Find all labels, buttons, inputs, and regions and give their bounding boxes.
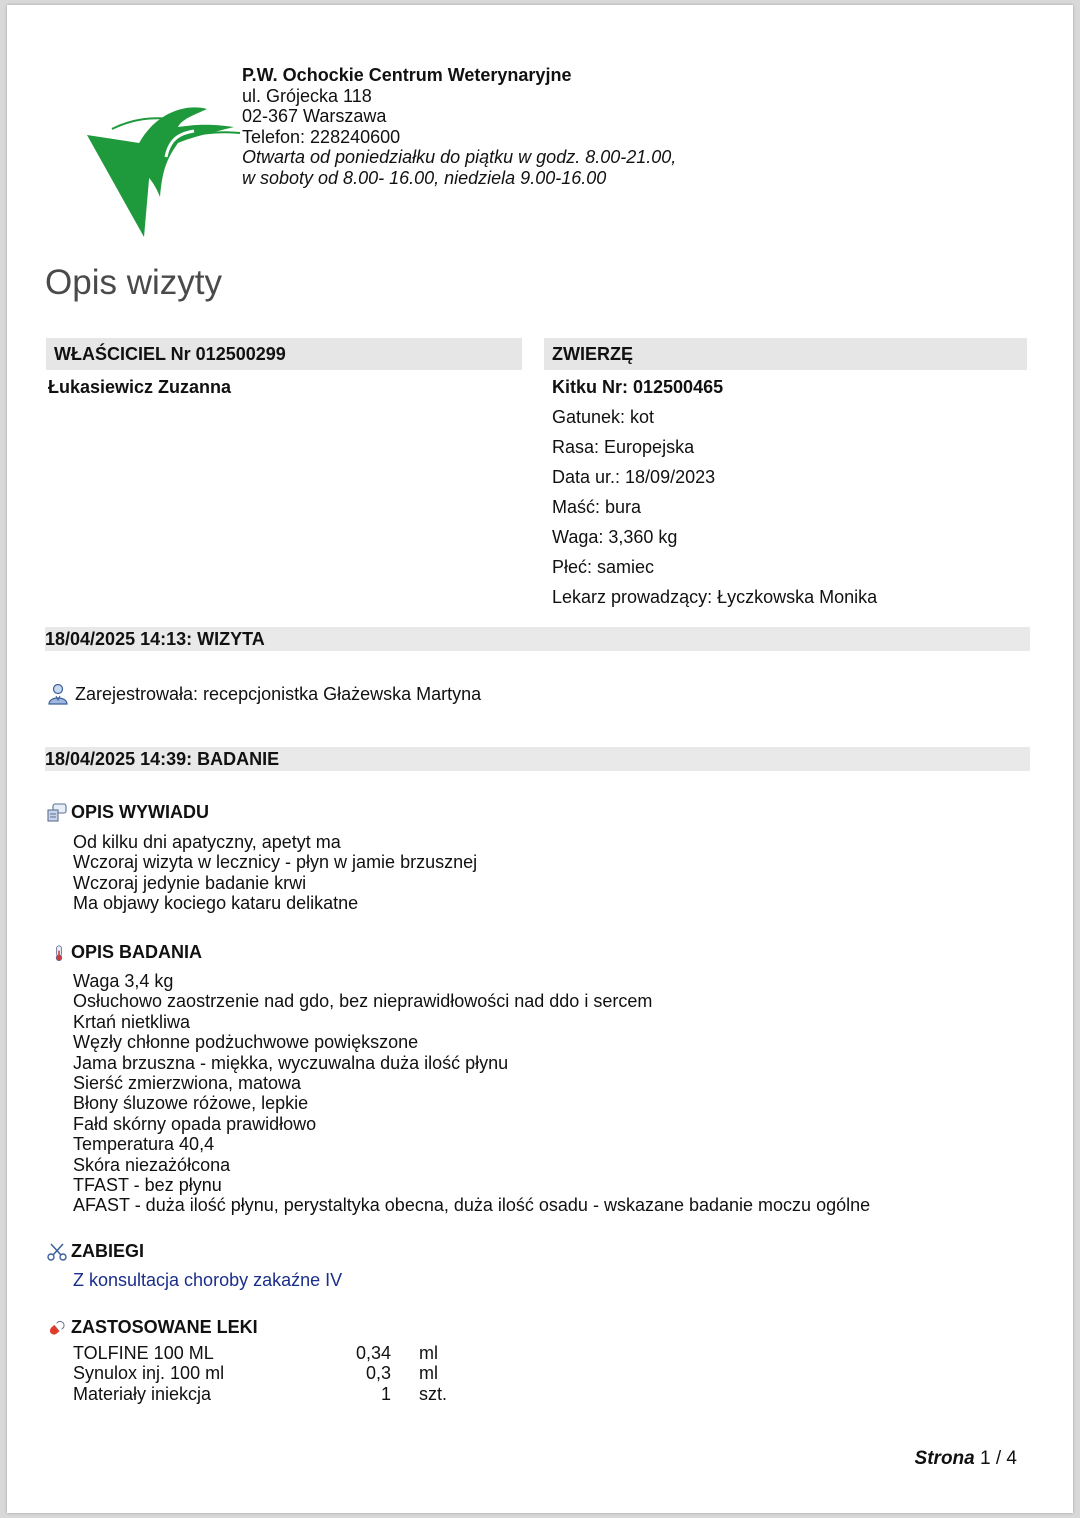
exam-line: Jama brzuszna - miękka, wyczuwalna duża ilość płynu bbox=[73, 1052, 509, 1073]
med-qty: 0,34 bbox=[355, 1343, 391, 1363]
thermometer-icon bbox=[51, 943, 67, 963]
note-icon bbox=[47, 803, 67, 823]
registration-line bbox=[47, 683, 481, 705]
med-qty: 0,3 bbox=[365, 1363, 391, 1384]
user-icon bbox=[47, 683, 69, 705]
page-label: Strona bbox=[914, 1448, 975, 1469]
exam-line: Fałd skórny opada prawidłowo bbox=[73, 1113, 317, 1134]
pill-icon bbox=[47, 1318, 67, 1338]
animal-sex: Płeć: samiec bbox=[552, 557, 655, 577]
owner-name: Łukasiewicz Zuzanna bbox=[48, 377, 232, 397]
clinic-hours-weekdays: Otwarta od poniedziałku do piątku w godz. 8.00-21.00, bbox=[242, 147, 677, 167]
exam-title: OPIS BADANIA bbox=[71, 942, 203, 962]
interview-line: Ma objawy kociego kataru delikatne bbox=[73, 893, 359, 914]
interview-line: Od kilku dni apatyczny, apetyt ma bbox=[73, 832, 341, 852]
clinic-phone: Telefon: 228240600 bbox=[242, 126, 401, 147]
page-total: / 4 bbox=[995, 1448, 1017, 1469]
registration-text: Zarejestrowała: recepcjonistka Głażewska Martyna bbox=[75, 683, 482, 704]
clinic-info bbox=[242, 65, 676, 188]
exam-lines bbox=[73, 971, 870, 1216]
exam-line: Osłuchowo zaostrzenie nad gdo, bez nieprawidłowości nad ddo i sercem bbox=[73, 991, 653, 1012]
clinic-logo bbox=[82, 97, 242, 237]
owner-header: WŁAŚCICIEL Nr 012500299 bbox=[46, 338, 522, 370]
clinic-city: 02-367 Warszawa bbox=[242, 106, 387, 126]
animal-details bbox=[552, 372, 877, 612]
clinic-street: ul. Grójecka 118 bbox=[242, 85, 372, 106]
animal-species: Gatunek: kot bbox=[552, 407, 655, 427]
page-number bbox=[915, 1448, 1017, 1470]
interview-title: OPIS WYWIADU bbox=[71, 802, 209, 822]
meds-table bbox=[73, 1343, 447, 1404]
med-unit: szt. bbox=[419, 1383, 448, 1404]
interview-line: Wczoraj jedynie badanie krwi bbox=[73, 872, 307, 893]
exam-title-row bbox=[51, 942, 202, 963]
procedures-title-row bbox=[47, 1241, 144, 1262]
page-title: Opis wizyty bbox=[45, 263, 222, 302]
med-unit: ml bbox=[419, 1363, 438, 1384]
exam-header: 18/04/2025 14:39: BADANIE bbox=[45, 747, 1030, 771]
animal-vet: Lekarz prowadzący: Łyczkowska Monika bbox=[552, 587, 878, 607]
interview-lines bbox=[73, 832, 477, 914]
interview-title-row bbox=[47, 802, 209, 823]
exam-line: Waga 3,4 kg bbox=[73, 971, 174, 991]
animal-birth-date: Data ur.: 18/09/2023 bbox=[552, 467, 716, 487]
table-row bbox=[73, 1384, 447, 1404]
animal-breed: Rasa: Europejska bbox=[552, 437, 695, 457]
med-name: Synulox inj. 100 ml bbox=[73, 1363, 225, 1384]
exam-line: Skóra niezażółcona bbox=[73, 1154, 231, 1175]
exam-line: Węzły chłonne podżuchwowe powiększone bbox=[73, 1032, 419, 1053]
visit-header: 18/04/2025 14:13: WIZYTA bbox=[45, 627, 1030, 651]
procedure-item: Z konsultacja choroby zakaźne IV bbox=[73, 1270, 343, 1290]
animal-header: ZWIERZĘ bbox=[544, 338, 1027, 370]
animal-name: Kitku Nr: 012500465 bbox=[552, 377, 724, 397]
exam-line: AFAST - duża ilość płynu, perystaltyka obecna, duża ilość osadu - wskazane badanie moczu ogólne bbox=[73, 1195, 871, 1216]
med-name: Materiały iniekcja bbox=[73, 1383, 212, 1404]
clinic-hours-weekend: w soboty od 8.00- 16.00, niedziela 9.00-16.00 bbox=[242, 167, 607, 188]
meds-title-row bbox=[47, 1317, 258, 1338]
med-unit: ml bbox=[419, 1343, 438, 1363]
exam-line: Temperatura 40,4 bbox=[73, 1134, 215, 1155]
table-row bbox=[73, 1363, 447, 1383]
exam-line: Sierść zmierzwiona, matowa bbox=[73, 1073, 302, 1094]
procedures-title: ZABIEGI bbox=[71, 1241, 145, 1261]
interview-line: Wczoraj wizyta w lecznicy - płyn w jamie brzusznej bbox=[73, 852, 478, 873]
table-row bbox=[73, 1343, 447, 1363]
meds-title: ZASTOSOWANE LEKI bbox=[71, 1317, 258, 1337]
med-name: TOLFINE 100 ML bbox=[73, 1343, 214, 1363]
animal-weight: Waga: 3,360 kg bbox=[552, 527, 678, 547]
animal-color: Maść: bura bbox=[552, 497, 642, 517]
exam-line: Krtań nietkliwa bbox=[73, 1011, 191, 1032]
clinic-name: P.W. Ochockie Centrum Weterynaryjne bbox=[242, 65, 572, 85]
page-current: 1 bbox=[980, 1448, 991, 1469]
document-page bbox=[7, 5, 1073, 1513]
scissors-icon bbox=[47, 1242, 67, 1262]
exam-line: TFAST - bez płynu bbox=[73, 1175, 222, 1196]
med-qty: 1 bbox=[380, 1383, 391, 1404]
exam-line: Błony śluzowe różowe, lepkie bbox=[73, 1093, 309, 1114]
